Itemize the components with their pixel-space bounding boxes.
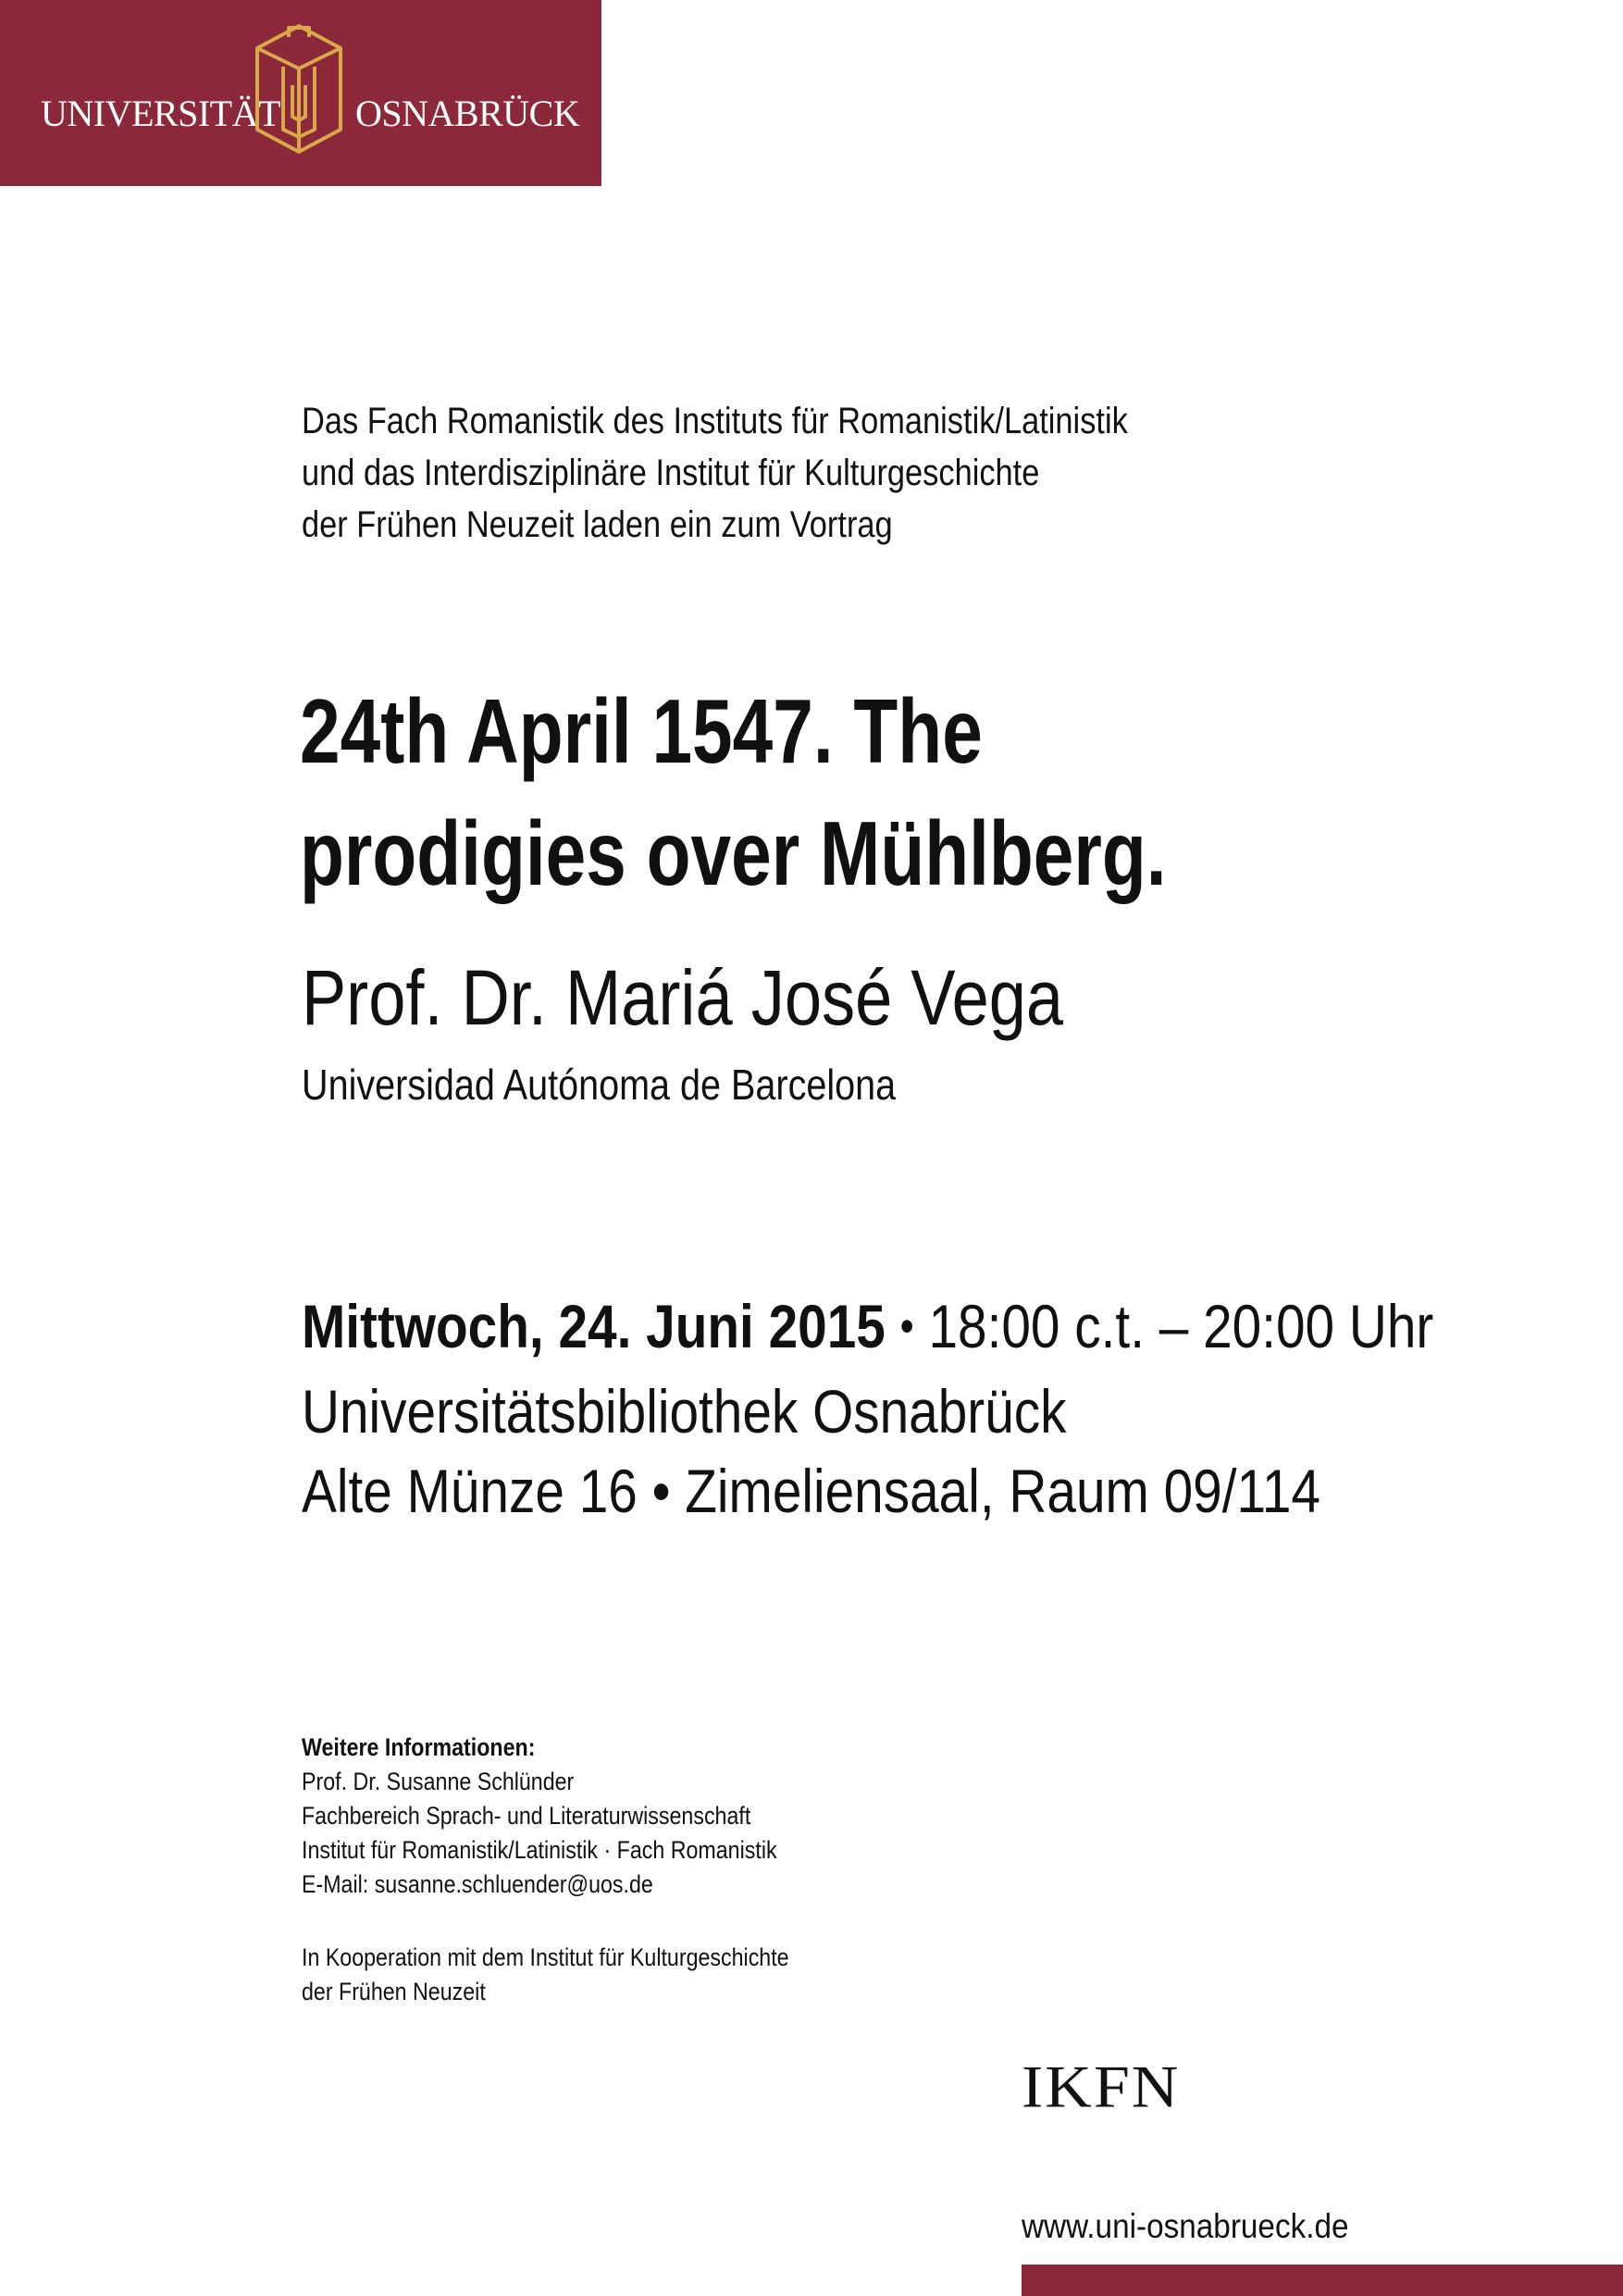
info-heading: Weitere Informationen: — [302, 1733, 536, 1761]
university-header-band — [0, 0, 601, 186]
event-date-time — [302, 1286, 1495, 1371]
event-venue: Universitätsbibliothek Osnabrück — [302, 1377, 1067, 1446]
cooperation-line: In Kooperation mit dem Institut für Kulturgeschichte — [302, 1943, 789, 1971]
website-url: www.uni-osnabrueck.de — [1022, 2207, 1349, 2245]
logo-text-left: UNIVERSITÄT — [41, 93, 280, 134]
speaker-affiliation: Universidad Autónoma de Barcelona — [302, 1061, 897, 1109]
invitation-line: der Frühen Neuzeit laden ein zum Vortrag — [302, 504, 893, 545]
event-time: 18:00 c.t. – 20:00 Uhr — [928, 1292, 1434, 1360]
further-information — [302, 1731, 1018, 2009]
lecture-title — [300, 670, 1336, 914]
invitation-line: Das Fach Romanistik des Instituts für Romanistik/Latinistik — [302, 401, 1128, 441]
bullet-separator: • — [899, 1300, 914, 1352]
speaker-name: Prof. Dr. Mariá José Vega — [302, 954, 1064, 1041]
footer-bar — [1022, 2265, 1623, 2296]
lecture-title-line: 24th April 1547. The — [300, 680, 983, 782]
event-date: Mittwoch, 24. Juni 2015 — [302, 1292, 886, 1360]
event-details — [302, 1286, 1495, 1531]
event-address: Alte Münze 16 • Zimeliensaal, Raum 09/114 — [302, 1457, 1320, 1525]
contact-line: Fachbereich Sprach- und Literaturwissenschaft — [302, 1802, 751, 1830]
contact-email: E-Mail: susanne.schluender@uos.de — [302, 1870, 653, 1898]
lecture-title-line: prodigies over Mühlberg. — [300, 802, 1167, 904]
cooperation-line: der Frühen Neuzeit — [302, 1978, 486, 2005]
contact-line: Institut für Romanistik/Latinistik · Fach Romanistik — [302, 1836, 777, 1864]
invitation-text — [302, 395, 1257, 551]
logo-text-right: OSNABRÜCK — [355, 93, 580, 134]
spacer — [302, 1902, 1018, 1941]
invitation-line: und das Interdisziplinäre Institut für Kulturgeschichte — [302, 453, 1040, 493]
ikfn-logo-text: IKFN — [1022, 2054, 1181, 2121]
contact-line: Prof. Dr. Susanne Schlünder — [302, 1768, 575, 1795]
university-seal-icon — [252, 20, 346, 157]
ikfn-logo — [1022, 2054, 1281, 2123]
